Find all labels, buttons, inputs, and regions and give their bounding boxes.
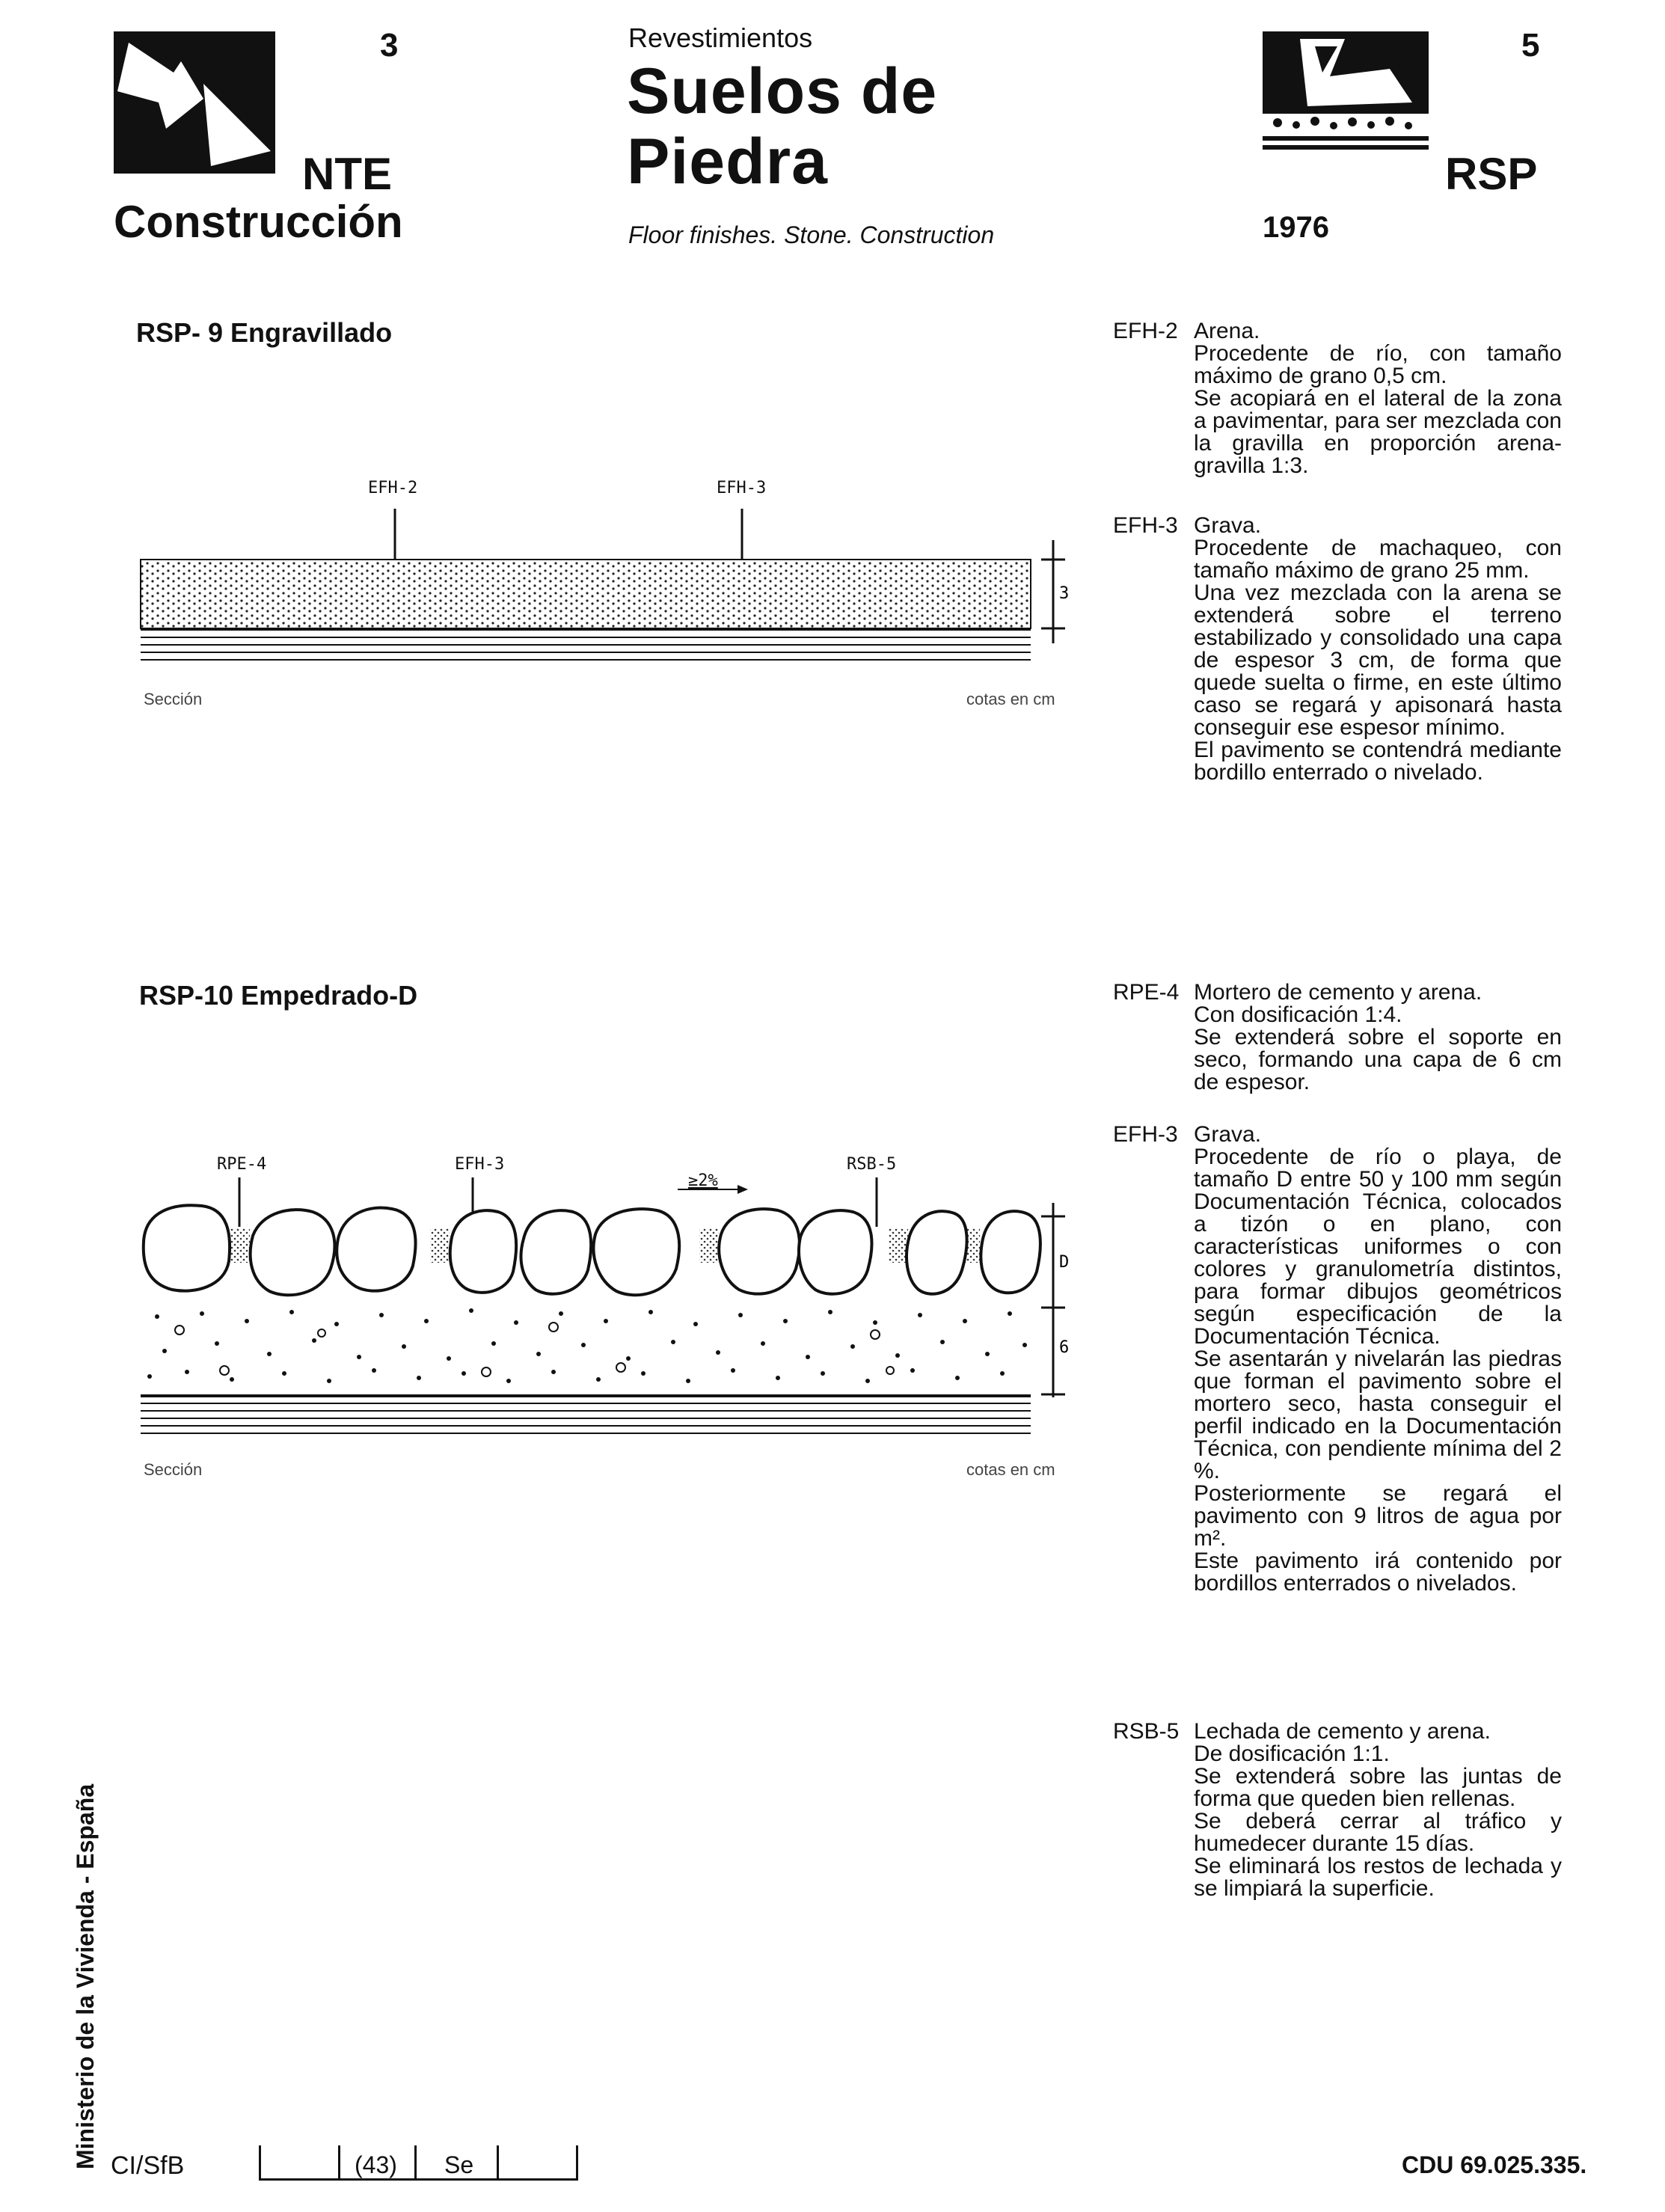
spec-line: Posteriormente se regará el pavimento con 9 litros de agua por m². <box>1194 1481 1562 1551</box>
spec-line: Este pavimento irá contenido por bordillos enterrados o nivelados. <box>1194 1548 1562 1596</box>
spec-line: Arena. <box>1194 319 1260 343</box>
spec-line: Con dosificación 1:4. <box>1194 1002 1402 1027</box>
diagram-label-rpe4: RPE-4 <box>217 1155 267 1174</box>
spec-line: De dosificación 1:1. <box>1194 1741 1390 1766</box>
spec-line: Procedente de río o playa, de tamaño D entre 50 y 100 mm según Documentación Técnica, colocados a tizón o en plano, con características uniformes o con colores y granulometría distintos, para formar dibujos geométricos según especificación de la Documentación Técnica. <box>1194 1145 1562 1349</box>
rsp10-dim-text-bottom: 6 <box>1059 1338 1070 1357</box>
rsp9-dim-text: 3 <box>1059 584 1070 603</box>
spec-line: Se asentarán y nivelarán las piedras que forman el pavimento sobre el mortero seco, hasta conseguir el perfil indicado en la Documentación Técnica, con pendiente mínima del 2 %. <box>1194 1346 1562 1483</box>
spec-line: Se extenderá sobre las juntas de forma que queden bien rellenas. <box>1194 1764 1562 1811</box>
ministry-side-text: Ministerio de la Vivienda - España <box>72 1783 99 2169</box>
diagram-label-efh2: EFH-2 <box>368 479 418 497</box>
year: 1976 <box>1263 211 1329 244</box>
rsp10-section-diagram <box>135 1174 1077 1459</box>
spec-line: Procedente de machaqueo, con tamaño máximo de grano 25 mm. <box>1194 536 1562 583</box>
rsp10-dim-text-top: D <box>1059 1253 1070 1272</box>
section-title-rsp9: RSP- 9 Engravillado <box>136 317 393 348</box>
stone-floor-icon <box>1263 31 1429 159</box>
spec-efh3 <box>1113 515 1562 784</box>
rsp-abbrev: RSP <box>1445 149 1538 199</box>
slope-label: ≥2% <box>688 1171 718 1190</box>
footer-box-43: (43) <box>355 2151 397 2178</box>
spec-line: Se deberá cerrar al tráfico y humedecer durante 15 días. <box>1194 1809 1562 1856</box>
diagram-label-efh3: EFH-3 <box>455 1155 505 1174</box>
left-number: 3 <box>380 27 399 64</box>
construction-label: Construcción <box>114 197 403 247</box>
spec-line: Se acopiará en el lateral de la zona a pavimentar, para ser mezclada con la gravilla en proporción arena-gravilla 1:3. <box>1194 386 1562 478</box>
nte-logo <box>114 31 275 174</box>
footer-cdu: CDU 69.025.335. <box>1402 2151 1587 2178</box>
spec-code: EFH-3 <box>1113 1122 1178 1147</box>
spec-line: Grava. <box>1194 513 1262 538</box>
spec-line: Grava. <box>1194 1122 1262 1147</box>
spec-code: RSB-5 <box>1113 1719 1180 1744</box>
spec-efh3-grava <box>1113 1124 1562 1595</box>
rsp-logo <box>1263 31 1429 159</box>
category-label: Revestimientos <box>628 22 813 53</box>
spec-line: Lechada de cemento y arena. <box>1194 1719 1491 1744</box>
spec-code: EFH-3 <box>1113 513 1178 538</box>
rsp9-caption-left: Sección <box>144 690 203 708</box>
spec-line: Procedente de río, con tamaño máximo de grano 0,5 cm. <box>1194 341 1562 388</box>
footer-cisfb: CI/SfB <box>111 2151 185 2180</box>
rsp9-section-diagram <box>135 494 1077 673</box>
spec-efh2 <box>1113 320 1562 477</box>
rsp10-caption-left: Sección <box>144 1460 203 1479</box>
footer-box-se: Se <box>444 2151 474 2178</box>
section-title-rsp10: RSP-10 Empedrado-D <box>139 980 418 1011</box>
right-number: 5 <box>1521 27 1540 64</box>
rsp10-caption-right: cotas en cm <box>966 1460 1055 1479</box>
rsp9-caption-right: cotas en cm <box>966 690 1055 708</box>
subtitle: Floor finishes. Stone. Construction <box>628 221 995 248</box>
spec-line: Mortero de cemento y arena. <box>1194 980 1482 1005</box>
spec-line: El pavimento se contendrá mediante bordillo enterrado o nivelado. <box>1194 738 1562 785</box>
spec-line: Una vez mezclada con la arena se extenderá sobre el terreno estabilizado y consolidado una capa de espesor 3 cm, de forma que quede suelta o firme, en este último caso se regará y apisonará hasta conseguir ese espesor mínimo. <box>1194 580 1562 740</box>
spec-line: Se extenderá sobre el soporte en seco, formando una capa de 6 cm de espesor. <box>1194 1025 1562 1094</box>
spec-code: EFH-2 <box>1113 319 1178 343</box>
diagram-label-rsb5: RSB-5 <box>847 1155 897 1174</box>
trowel-icon <box>114 31 275 174</box>
nte-abbrev: NTE <box>302 149 392 199</box>
title-line2: Piedra <box>627 126 828 197</box>
spec-rsb5 <box>1113 1721 1562 1900</box>
footer-classification-boxes <box>259 2145 580 2183</box>
diagram-label-efh3: EFH-3 <box>717 479 767 497</box>
title-line1: Suelos de <box>627 55 938 127</box>
spec-code: RPE-4 <box>1113 980 1180 1005</box>
spec-line: Se eliminará los restos de lechada y se limpiará la superficie. <box>1194 1854 1562 1901</box>
spec-rpe4 <box>1113 981 1562 1094</box>
